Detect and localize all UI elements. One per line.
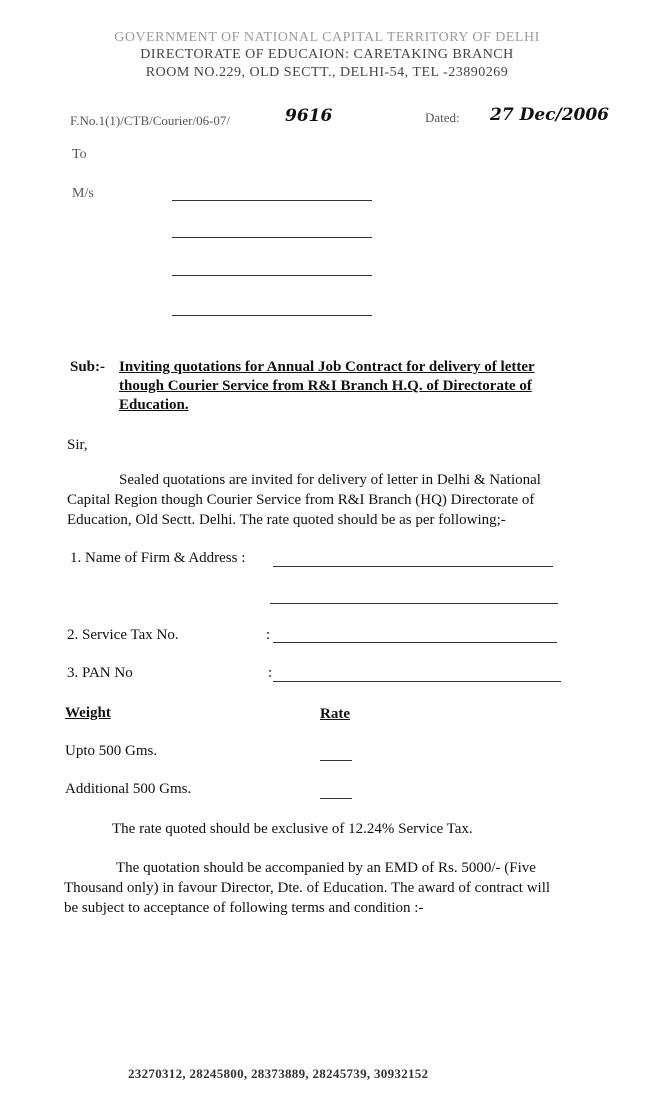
salutation: Sir, [67,437,88,453]
ms-label: M/s [72,186,94,201]
rate-row-additional-500: Additional 500 Gms. [65,781,192,797]
address-line-2 [172,237,372,238]
address-line-1 [172,200,372,201]
field-pan-line [273,681,561,682]
address-line-3 [172,275,372,276]
field-service-tax-line [273,642,557,643]
field-service-tax-label: 2. Service Tax No. [67,627,179,643]
header-line-2: DIRECTORATE OF EDUCAION: CARETAKING BRANCH [140,47,514,62]
subject-line-3: Education. [119,397,189,413]
subject-line-1: Inviting quotations for Annual Job Contract for delivery of letter [119,359,535,375]
para1-line-1: Sealed quotations are invited for delivery of letter in Delhi & National [119,472,541,488]
file-number-handwritten: 9616 [285,106,333,126]
rate-blank-1 [320,760,352,761]
para2-line-3: be subject to acceptance of following terms and condition :- [64,900,424,916]
para2-line-2: Thousand only) in favour Director, Dte. of Education. The award of contract will [64,880,551,896]
para2-line-1: The quotation should be accompanied by an EMD of Rs. 5000/- (Five [116,860,536,876]
rate-header: Rate [320,706,350,722]
para1-line-2: Capital Region though Courier Service from R&I Branch (HQ) Directorate of [67,492,535,508]
to-label: To [72,147,87,162]
dated-label: Dated: [425,110,460,125]
field-pan-colon: : [268,665,273,681]
tax-note: The rate quoted should be exclusive of 12.24% Service Tax. [112,821,473,837]
weight-header: Weight [65,705,111,721]
date-handwritten: 27 Dec/2006 [490,105,610,125]
subject-label: Sub:- [70,359,106,375]
field-firm-name-line [273,566,553,567]
rate-blank-2 [320,798,352,799]
file-number: F.No.1(1)/CTB/Courier/06-07/ [70,113,231,128]
field-firm-address-line [270,603,558,604]
address-line-4 [172,315,372,316]
field-firm-name-label: 1. Name of Firm & Address : [70,550,246,566]
field-pan-label: 3. PAN No [67,665,133,681]
rate-row-upto-500: Upto 500 Gms. [65,743,158,759]
header-line-3: ROOM NO.229, OLD SECTT., DELHI-54, TEL -23890269 [145,65,509,80]
subject-line-2: though Courier Service from R&I Branch H.Q. of Directorate of [119,378,532,394]
header-line-1: GOVERNMENT OF NATIONAL CAPITAL TERRITORY OF DELHI [114,30,540,45]
footer-phone-numbers: 23270312, 28245800, 28373889, 28245739, 30932152 [128,1066,429,1081]
para1-line-3: Education, Old Sectt. Delhi. The rate quoted should be as per following;- [67,512,506,528]
field-service-tax-colon: : [266,627,271,643]
